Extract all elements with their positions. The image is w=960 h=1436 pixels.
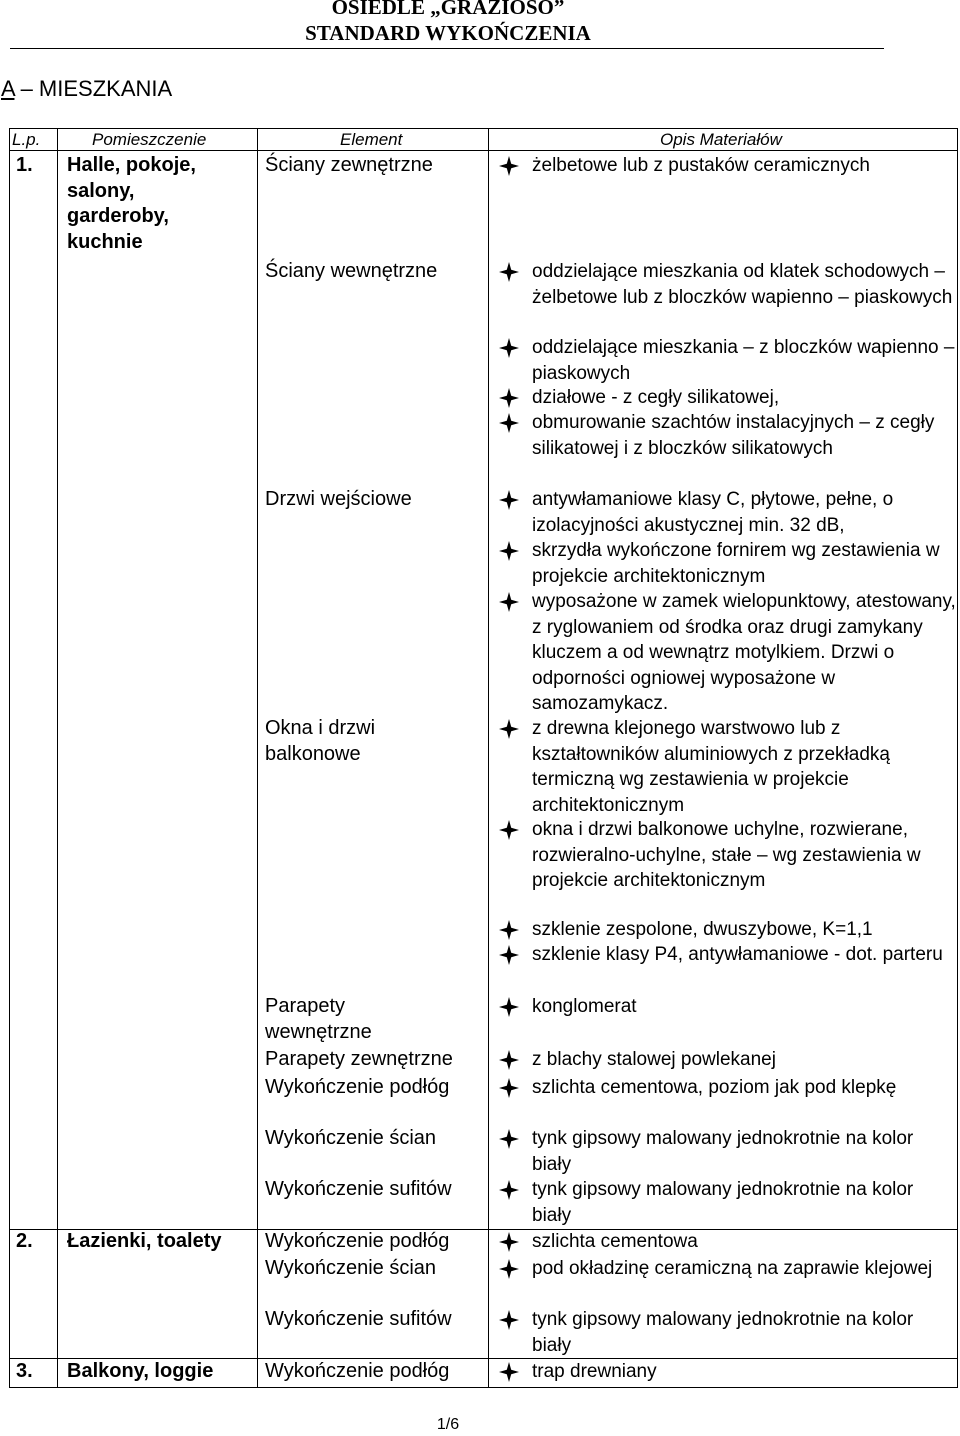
room-name: Balkony, loggie	[67, 1360, 214, 1382]
material-item: tynk gipsowy malowany jednokrotnie na kolor biały	[496, 1307, 956, 1358]
table-header-rule	[9, 150, 958, 151]
material-item: szklenie zespolone, dwuszybowe, K=1,1	[496, 917, 956, 943]
bullet-star-icon	[496, 385, 522, 410]
bullet-star-icon	[496, 917, 522, 942]
document-subtitle: STANDARD WYKOŃCZENIA	[305, 21, 591, 45]
element-name: Wykończenie podłóg	[265, 1230, 450, 1252]
material-item: żelbetowe lub z pustaków ceramicznych	[496, 153, 956, 179]
bullet-star-icon	[496, 410, 522, 435]
table-border-bottom	[9, 1387, 958, 1388]
bullet-star-icon	[496, 994, 522, 1019]
element-name: Wykończenie ścian	[265, 1257, 437, 1279]
table-divider-room	[57, 128, 58, 1388]
bullet-star-icon	[496, 335, 522, 360]
room-name: Łazienki, toalety	[67, 1230, 222, 1252]
element-name: Wykończenie sufitów	[265, 1308, 452, 1330]
material-item: szlichta cementowa	[496, 1229, 956, 1255]
material-item: z drewna klejonego warstwowo lub z kształtowników aluminiowych z przekładką termiczną wg zestawienia w projekcie architektonicznym	[496, 716, 956, 818]
element-name: Drzwi wejściowe	[265, 488, 412, 510]
bullet-star-icon	[496, 716, 522, 741]
column-header-lp: L.p.	[12, 130, 41, 149]
material-item: wyposażone w zamek wielopunktowy, atestowany, z ryglowaniem od środka oraz drugi zamykany kluczem a od wewnątrz motylkiem. Drzwi o odporności ogniowej wyposażone w samozamykacz.	[496, 589, 956, 717]
element-name: Ściany wewnętrzne	[265, 260, 438, 282]
material-item: skrzydła wykończone fornirem wg zestawienia w projekcie architektonicznym	[496, 538, 956, 589]
material-item: szklenie klasy P4, antywłamaniowe - dot. parteru	[496, 942, 956, 968]
bullet-star-icon	[496, 259, 522, 284]
table-border-top	[9, 128, 958, 129]
element-name: Parapety wewnętrzne	[265, 995, 372, 1043]
bullet-star-icon	[496, 1047, 522, 1072]
table-border-right	[957, 128, 958, 1388]
element-name: Okna i drzwi balkonowe	[265, 717, 376, 765]
section-title: – MIESZKANIA	[14, 76, 173, 101]
section-letter: A	[1, 76, 15, 101]
element-name: Wykończenie podłóg	[265, 1360, 450, 1382]
element-name: Wykończenie sufitów	[265, 1178, 452, 1200]
material-item: oddzielające mieszkania od klatek schodowych – żelbetowe lub z bloczków wapienno – piaskowych	[496, 259, 956, 310]
bullet-star-icon	[496, 1307, 522, 1332]
room-number: 1.	[16, 154, 33, 176]
material-item: pod okładzinę ceramiczną na zaprawie klejowej	[496, 1256, 956, 1282]
document-title: OSIEDLE „GRAZIOSO”	[331, 0, 565, 19]
material-item: oddzielające mieszkania – z bloczków wapienno – piaskowych	[496, 335, 956, 386]
bullet-star-icon	[496, 1229, 522, 1254]
material-item: obmurowanie szachtów instalacyjnych – z cegły silikatowej i z bloczków silikatowych	[496, 410, 956, 461]
column-header-room: Pomieszczenie	[92, 130, 207, 149]
bullet-star-icon	[496, 487, 522, 512]
material-item: konglomerat	[496, 994, 956, 1020]
room-number: 3.	[16, 1360, 33, 1382]
column-header-element: Element	[340, 130, 403, 149]
table-border-left	[9, 128, 10, 1388]
material-item: trap drewniany	[496, 1359, 956, 1385]
bullet-star-icon	[496, 1177, 522, 1202]
material-item: szlichta cementowa, poziom jak pod klepkę	[496, 1075, 956, 1101]
page-number: 1/6	[436, 1416, 460, 1433]
material-item: tynk gipsowy malowany jednokrotnie na kolor biały	[496, 1177, 956, 1228]
material-item: z blachy stalowej powlekanej	[496, 1047, 956, 1073]
bullet-star-icon	[496, 1256, 522, 1281]
bullet-star-icon	[496, 817, 522, 842]
element-name: Wykończenie podłóg	[265, 1076, 450, 1098]
material-item: tynk gipsowy malowany jednokrotnie na kolor biały	[496, 1126, 956, 1177]
bullet-star-icon	[496, 1126, 522, 1151]
column-header-materials: Opis Materiałów	[660, 130, 782, 149]
material-item: antywłamaniowe klasy C, płytowe, pełne, o izolacyjności akustycznej min. 32 dB,	[496, 487, 956, 538]
bullet-star-icon	[496, 589, 522, 614]
header-rule	[10, 48, 884, 49]
bullet-star-icon	[496, 1359, 522, 1384]
room-name: Halle, pokoje, salony, garderoby, kuchnie	[67, 154, 196, 253]
element-name: Wykończenie ścian	[265, 1127, 437, 1149]
bullet-star-icon	[496, 942, 522, 967]
bullet-star-icon	[496, 1075, 522, 1100]
material-item: okna i drzwi balkonowe uchylne, rozwierane, rozwieralno-uchylne, stałe – wg zestawienia w projekcie architektonicznym	[496, 817, 956, 894]
element-name: Parapety zewnętrzne	[265, 1048, 453, 1070]
element-name: Ściany zewnętrzne	[265, 154, 433, 176]
table-divider-element	[257, 128, 258, 1388]
material-item: działowe - z cegły silikatowej,	[496, 385, 956, 411]
bullet-star-icon	[496, 153, 522, 178]
section-heading	[1, 76, 172, 102]
room-number: 2.	[16, 1230, 33, 1252]
bullet-star-icon	[496, 538, 522, 563]
